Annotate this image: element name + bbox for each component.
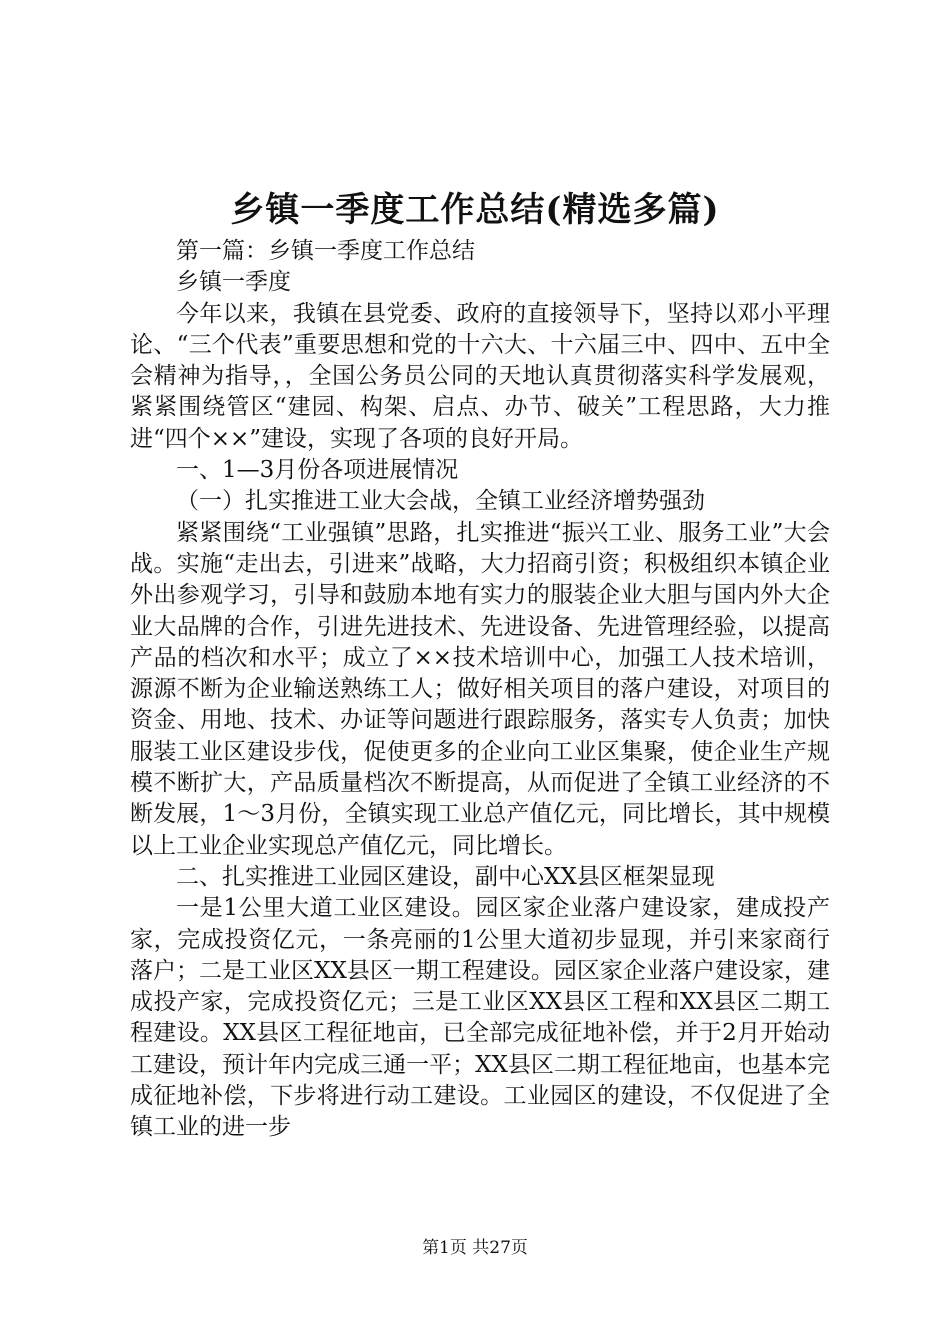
body-paragraph: 今年以来，我镇在县党委、政府的直接领导下，坚持以邓小平理论、“三个代表”重要思想和党的十六大、十六届三中、四中、五中全会精神为指导，，全国公务员公同的天地认真贯彻落实科学发展观，紧紧围绕管区“建园、构架、启点、办节、破关”工程思路，大力推进“四个××”建设，实现了各项的良好开局。 bbox=[130, 300, 830, 452]
document-body bbox=[130, 236, 830, 1144]
section-heading: 第一篇：乡镇一季度工作总结 bbox=[176, 238, 475, 264]
section-heading: （一）扎实推进工业大会战，全镇工业经济增势强劲 bbox=[176, 488, 705, 515]
body-paragraph: 一是1公里大道工业区建设。园区家企业落户建设家，建成投产家，完成投资亿元，一条亮丽的1公里大道初步显现，并引来家商行落户；二是工业区XX县区一期工程建设。园区家企业落户建设家，建成投产家，完成投资亿元；三是工业区XX县区工程和XX县区二期工程建设。XX县区工程征地亩，已全部完成征地补偿，并于2月开始动工建设，预计年内完成三通一平；XX县区二期工程征地亩，也基本完成征地补偿，下步将进行动工建设。工业园区的建设，不仅促进了全镇工业的进一步 bbox=[130, 895, 830, 1141]
document-title: 乡镇一季度工作总结(精选多篇) bbox=[230, 190, 720, 230]
section-heading: 一、1—3月份各项进展情况 bbox=[176, 457, 459, 484]
page-footer: 第1页 共27页 bbox=[422, 1238, 528, 1258]
body-paragraph: 紧紧围绕“工业强镇”思路，扎实推进“振兴工业、服务工业”大会战。实施“走出去，引进来”战略，大力招商引资；积极组织本镇企业外出参观学习，引导和鼓励本地有实力的服装企业大胆与国内外大企业大品牌的合作，引进先进技术、先进设备、先进管理经验，以提高产品的档次和水平；成立了××技术培训中心，加强工人技术培训，源源不断为企业输送熟练工人；做好相关项目的落户建设，对项目的资金、用地、技术、办证等问题进行跟踪服务，落实专人负责；加快服装工业区建设步伐，促使更多的企业向工业区集聚，使企业生产规模不断扩大，产品质量档次不断提高，从而促进了全镇工业经济的不断发展，1～3月份，全镇实现工业总产值亿元，同比增长，其中规模以上工业企业实现总产值亿元，同比增长。 bbox=[130, 519, 830, 859]
subtitle-line: 乡镇一季度 bbox=[176, 269, 291, 296]
section-heading: 二、扎实推进工业园区建设，副中心XX县区框架显现 bbox=[176, 863, 715, 890]
